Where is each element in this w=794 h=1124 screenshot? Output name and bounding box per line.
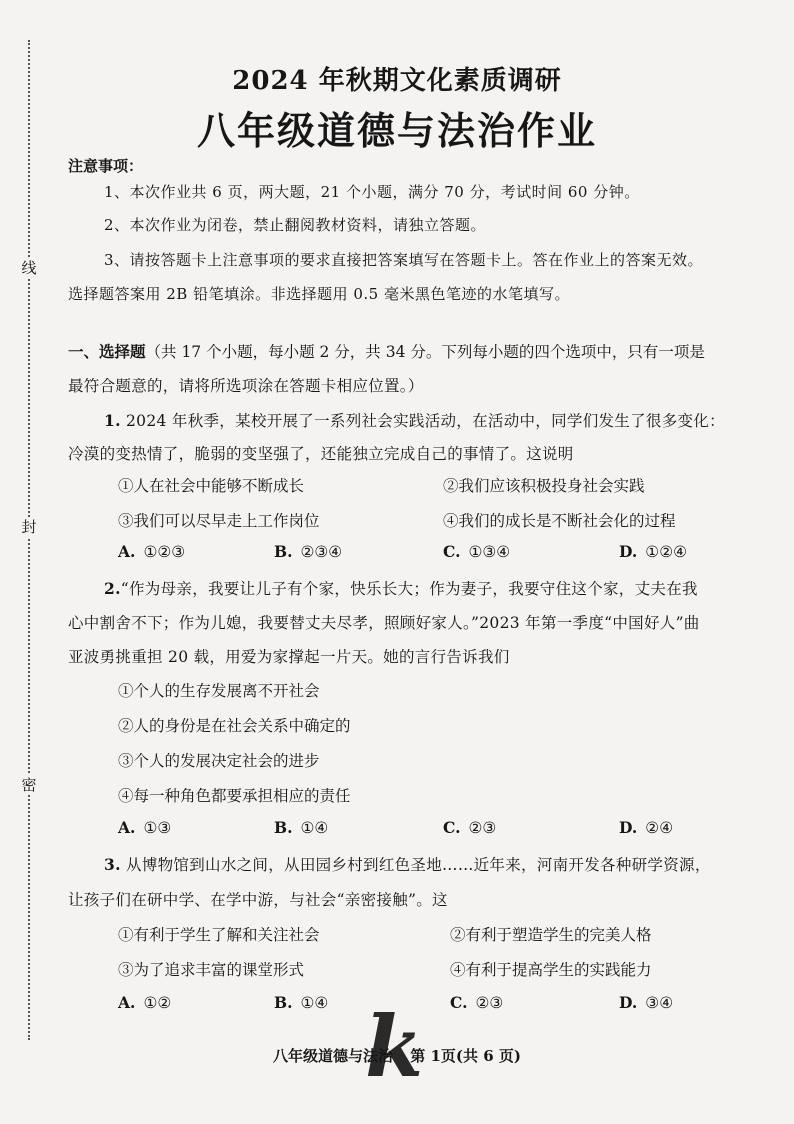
page-title: 八年级道德与法治作业 <box>196 108 597 153</box>
question-2-answer-b: B. ①④ <box>274 818 329 837</box>
watermark-k-logo: k <box>365 997 424 1096</box>
question-1-option-4: ④我们的成长是不断社会化的过程 <box>443 512 676 530</box>
question-2-option-2: ②人的身份是在社会关系中确定的 <box>118 717 351 735</box>
note-item-3: 3、请按答题卡上注意事项的要求直接把答案填写在答题卡上。答在作业上的答案无效。 <box>104 251 704 269</box>
question-2-option-1: ①个人的生存发展离不开社会 <box>118 682 320 700</box>
question-2-option-4: ④每一种角色都要承担相应的责任 <box>118 787 351 805</box>
section-heading <box>68 340 705 362</box>
question-3-answer-a: A. ①② <box>118 993 172 1012</box>
binding-dotted-line <box>28 40 30 1040</box>
question-3-option-2: ②有利于塑造学生的完美人格 <box>450 926 652 944</box>
note-item-3-cont: 选择题答案用 2B 铅笔填涂。非选择题用 0.5 毫米黑色笔迹的水笔填写。 <box>68 285 570 303</box>
question-1-answer-b: B. ②③④ <box>274 542 343 561</box>
question-2-answer-c: C. ②③ <box>443 818 497 837</box>
title-year-line: 2024 年秋期文化素质调研 <box>232 66 562 96</box>
footer-subject: 八年级道德与法治 <box>273 1047 394 1065</box>
note-item-2: 2、本次作业为闭卷，禁止翻阅教材资料，请独立答题。 <box>104 216 487 234</box>
question-3-option-4: ④有利于提高学生的实践能力 <box>450 961 652 979</box>
question-3-number: 3. <box>104 855 121 874</box>
footer-page-number: 第 1页(共 6 页) <box>410 1047 521 1065</box>
question-1-option-3: ③我们可以尽早走上工作岗位 <box>118 512 320 530</box>
question-2-answer-d: D. ②④ <box>619 818 674 837</box>
notes-heading: 注意事项： <box>68 157 144 175</box>
question-2-answer-a: A. ①③ <box>118 818 172 837</box>
note-item-1: 1、本次作业共 6 页，两大题，21 个小题，满分 70 分，考试时间 60 分钟。 <box>104 183 640 201</box>
question-3-line-1: 3. 从博物馆到山水之间，从田园乡村到红色圣地……近年来，河南开发各种研学资源， <box>104 855 711 874</box>
question-3-answer-c: C. ②③ <box>450 993 504 1012</box>
question-2-number: 2. <box>104 579 121 598</box>
question-1-answer-a: A. ①②③ <box>118 542 186 561</box>
question-1-answer-d: D. ①②④ <box>619 542 687 561</box>
binding-char-feng: 封 <box>18 517 40 537</box>
question-3-option-3: ③为了追求丰富的课堂形式 <box>118 961 305 979</box>
question-3-answer-d: D. ③④ <box>619 993 674 1012</box>
question-3-option-1: ①有利于学生了解和关注社会 <box>118 926 320 944</box>
section-desc-1: （共 17 个小题，每小题 2 分，共 34 分。下列每小题的四个选项中，只有一项是 <box>145 343 705 361</box>
question-1-number: 1. <box>104 411 121 430</box>
question-3-line-2: 让孩子们在研中学、在学中游，与社会“亲密接触”。这 <box>68 891 448 909</box>
page-footer <box>0 1045 794 1066</box>
question-1-option-2: ②我们应该积极投身社会实践 <box>443 477 645 495</box>
binding-char-mi: 密 <box>18 775 40 795</box>
section-label: 一、选择题 <box>68 342 146 361</box>
question-1-answer-c: C. ①③④ <box>443 542 511 561</box>
binding-char-xian: 线 <box>18 258 40 278</box>
question-1-option-1: ①人在社会中能够不断成长 <box>118 477 305 495</box>
question-1-line-1: 1. 2024 年秋季，某校开展了一系列社会实践活动，在活动中，同学们发生了很多变化： <box>104 411 725 430</box>
question-3-answer-b: B. ①④ <box>274 993 329 1012</box>
section-desc-2: 最符合题意的，请将所选项涂在答题卡相应位置。） <box>68 377 424 395</box>
question-2-line-1: 2.“作为母亲，我要让儿子有个家，快乐长大；作为妻子，我要守住这个家，丈夫在我 <box>104 579 698 598</box>
question-2-option-3: ③个人的发展决定社会的进步 <box>118 752 320 770</box>
question-2-line-3: 亚波勇挑重担 20 载，用爱为家撑起一片天。她的言行告诉我们 <box>68 648 510 666</box>
question-2-line-2: 心中割舍不下；作为儿媳，我要替丈夫尽孝，照顾好家人。”2023 年第一季度“中国好人”曲 <box>68 614 700 632</box>
question-1-line-2: 冷漠的变热情了，脆弱的变坚强了，还能独立完成自己的事情了。这说明 <box>68 445 574 463</box>
